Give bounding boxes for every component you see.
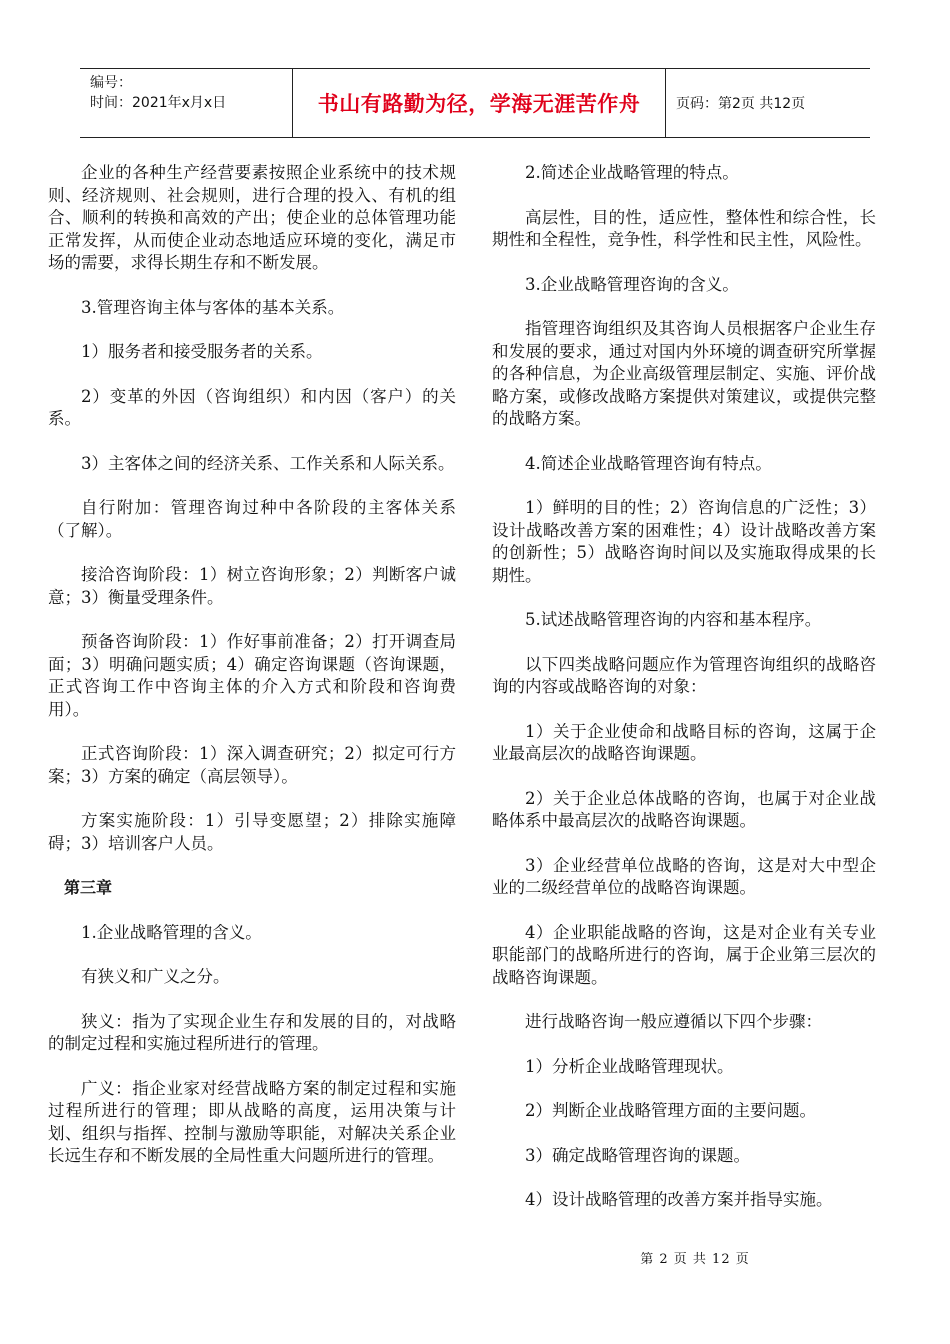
- left-column: [48, 162, 456, 1190]
- paragraph: 有狭义和广义之分。: [81, 967, 230, 986]
- paragraph: 狭义：指为了实现企业生存和发展的目的，对战略的制定过程和实施过程所进行的管理。: [48, 1011, 456, 1053]
- paragraph: 4）企业职能战略的咨询，这是对企业有关专业职能部门的战略所进行的咨询，属于企业第三层次的战略咨询课题。: [492, 922, 876, 987]
- header-meta: [80, 69, 293, 137]
- paragraph: 2）关于企业总体战略的咨询，也属于对企业战略体系中最高层次的战略咨询课题。: [492, 788, 876, 830]
- document-number-label: 编号：: [90, 75, 132, 91]
- paragraph: 以下四类战略问题应作为管理咨询组织的战略咨询的内容或战略咨询的对象：: [492, 654, 876, 696]
- paragraph: 广义：指企业家对经营战略方案的制定过程和实施过程所进行的管理；即从战略的高度，运用决策与计划、组织与指挥、控制与激励等职能，对解决关系企业长远生存和不断发展的全局性重大问题所进行的管理。: [48, 1078, 456, 1165]
- header-motto: 书山有路勤为径，学海无涯苦作舟: [293, 69, 666, 137]
- question-heading: 1.企业战略管理的含义。: [81, 922, 262, 942]
- paragraph: 高层性，目的性，适应性，整体性和综合性，长期性和全程性，竞争性，科学性和民主性，风险性。: [492, 207, 876, 249]
- paragraph: 企业的各种生产经营要素按照企业系统中的技术规则、经济规则、社会规则，进行合理的投入、有机的组合、顺利的转换和高效的产出；使企业的总体管理功能正常发挥，从而使企业动态地适应环境的变化，满足市场的需要，求得长期生存和不断发展。: [48, 163, 456, 272]
- paragraph: 接洽咨询阶段：1）树立咨询形象；2）判断客户诚意；3）衡量受理条件。: [48, 565, 456, 607]
- paragraph: 进行战略咨询一般应遵循以下四个步骤：: [525, 1012, 822, 1031]
- question-heading: 2.简述企业战略管理的特点。: [525, 163, 739, 182]
- question-heading: 5.试述战略管理咨询的内容和基本程序。: [525, 610, 822, 629]
- question-heading: 3.企业战略管理咨询的含义。: [525, 274, 739, 294]
- paragraph: 3）主客体之间的经济关系、工作关系和人际关系。: [81, 453, 455, 473]
- paragraph: 2）变革的外因（咨询组织）和内因（客户）的关系。: [48, 386, 456, 428]
- chapter-heading: 第三章: [64, 878, 113, 897]
- paragraph: 3）企业经营单位战略的咨询，这是对大中型企业的二级经营单位的战略咨询课题。: [492, 855, 876, 897]
- paragraph: 正式咨询阶段：1）深入调查研究；2）拟定可行方案；3）方案的确定（高层领导）。: [48, 744, 456, 786]
- paragraph: 预备咨询阶段：1）作好事前准备；2）打开调查局面；3）明确问题实质；4）确定咨询课题（咨询课题，正式咨询工作中咨询主体的介入方式和阶段和咨询费用）。: [48, 632, 456, 719]
- paragraph: 4）设计战略管理的改善方案并指导实施。: [525, 1190, 833, 1209]
- paragraph: 1）服务者和接受服务者的关系。: [81, 342, 323, 361]
- paragraph: 1）分析企业战略管理现状。: [525, 1056, 734, 1076]
- right-column: [492, 162, 876, 1234]
- paragraph: 1）关于企业使命和战略目标的咨询，这属于企业最高层次的战略咨询课题。: [492, 721, 876, 763]
- page-header: [80, 68, 870, 138]
- header-page-label: 页码：第2页 共12页: [676, 96, 806, 112]
- paragraph: 方案实施阶段：1）引导变愿望；2）排除实施障碍；3）培训客户人员。: [48, 811, 456, 853]
- paragraph: 3）确定战略管理咨询的课题。: [525, 1145, 750, 1165]
- paragraph: 2）判断企业战略管理方面的主要问题。: [525, 1101, 816, 1120]
- paragraph: 指管理咨询组织及其咨询人员根据客户企业生存和发展的要求，通过对国内外环境的调查研究所掌握的各种信息，为企业高级管理层制定、实施、评价战略方案，或修改战略方案提供对策建议，或提供完整的战略方案。: [492, 319, 876, 428]
- page-footer: 第 2 页 共 12 页: [640, 1252, 750, 1267]
- question-heading: 4.简述企业战略管理咨询有特点。: [525, 453, 772, 473]
- paragraph: 自行附加：管理咨询过种中各阶段的主客体关系（了解）。: [48, 498, 456, 540]
- question-heading: 3.管理咨询主体与客体的基本关系。: [81, 297, 345, 317]
- document-time-label: 时间：2021年x月x日: [90, 95, 227, 111]
- paragraph: 1）鲜明的目的性；2）咨询信息的广泛性；3）设计战略改善方案的困难性；4）设计战略改善方案的创新性；5）战略咨询时间以及实施取得成果的长期性。: [492, 498, 876, 585]
